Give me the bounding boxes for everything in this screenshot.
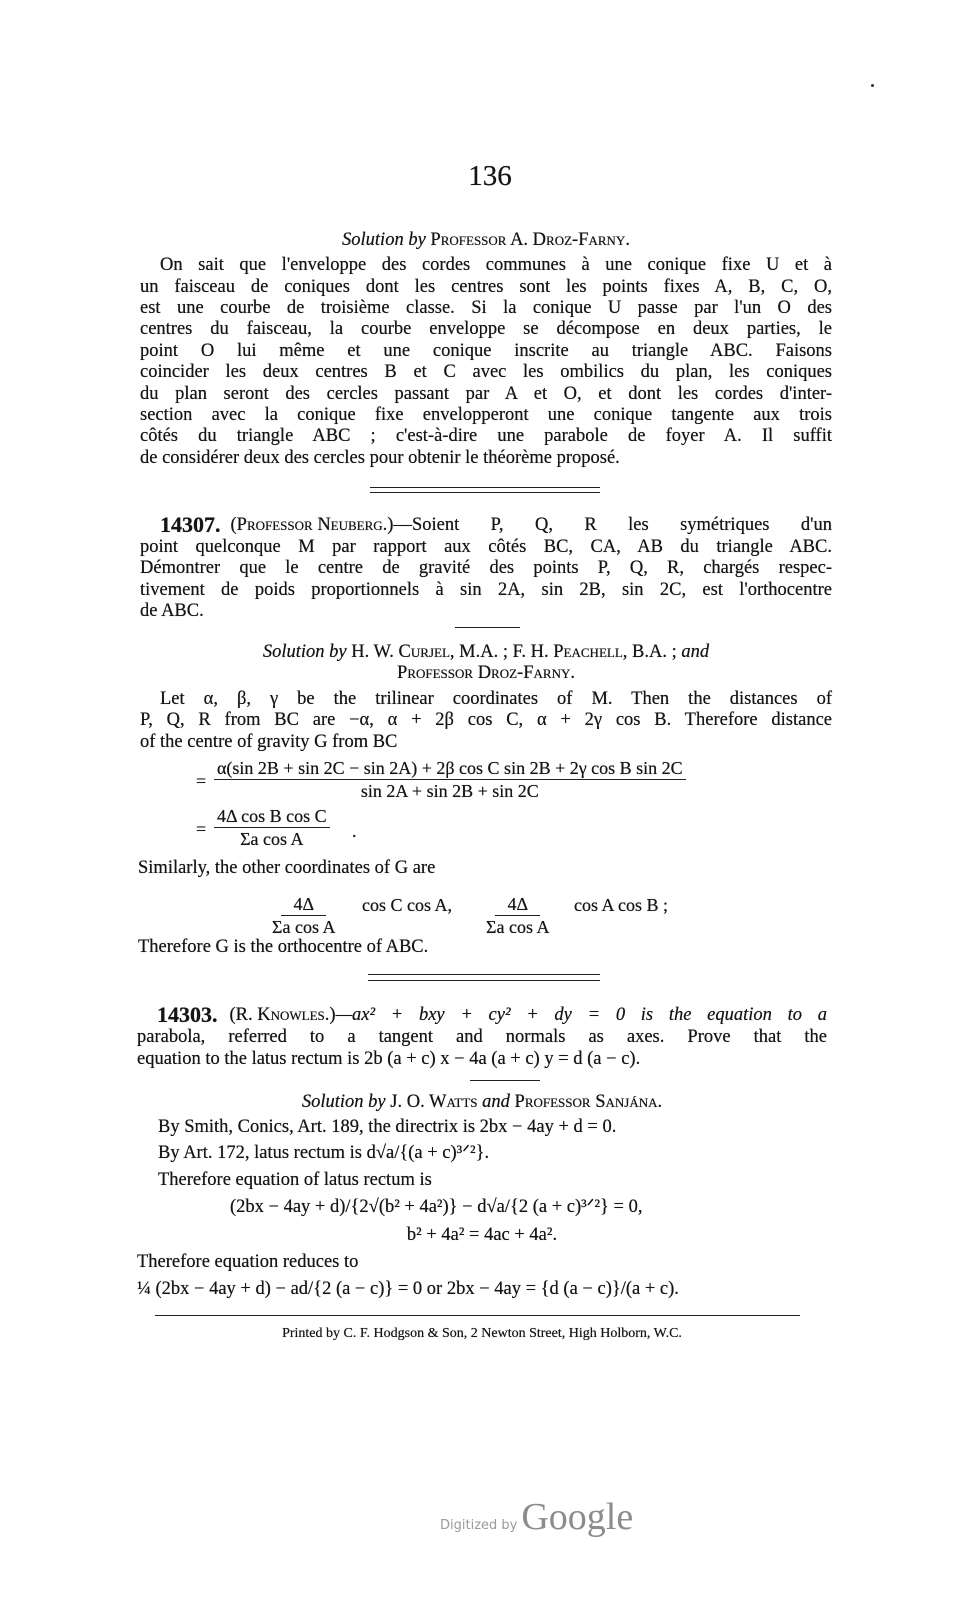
text-line: tivement de poids proportionnels à sin 2A, sin 2B, sin 2C, est l'orthocentre: [140, 580, 832, 600]
question-author: (R. Knowles.): [229, 1005, 336, 1025]
watermark-prefix: Digitized by: [440, 1518, 518, 1533]
equation: ¼ (2bx − 4ay + d) − ad/{2 (a − c)} = 0 or 2bx − 4ay = {d (a − c)}/(a + c).: [137, 1279, 679, 1299]
text-line: section avec la conique fixe envelopperont une conique tangente aux trois: [140, 405, 832, 425]
solution-heading: [137, 1091, 827, 1113]
text-line: côtés du triangle ABC ; c'est-à-dire une parabole de foyer A. Il suffit: [140, 426, 832, 446]
question-header-line: [157, 1004, 827, 1026]
section-divider: [368, 974, 600, 975]
solver-names: H. W. Curjel, M.A. ; F. H. Peachell, B.A. ;: [351, 642, 677, 662]
text-line: Similarly, the other coordinates of G are: [138, 858, 436, 878]
text-line: un faisceau de coniques dont les centres sont les points fixes A, B, C, O,: [140, 277, 832, 297]
fraction: [214, 805, 330, 850]
text-line: point O lui même et une conique inscrite au triangle ABC. Faisons: [140, 341, 832, 361]
text-line: Let α, β, γ be the trilinear coordinates of M. Then the distances of: [160, 689, 832, 709]
period: .: [352, 821, 357, 841]
text-line: Therefore G is the orthocentre of ABC.: [138, 937, 429, 957]
denominator: sin 2A + sin 2B + sin 2C: [360, 781, 539, 801]
fraction: [272, 893, 335, 938]
denominator: Σa cos A: [240, 829, 304, 849]
text-line: point quelconque M par rapport aux côtés BC, CA, AB du triangle ABC.: [140, 537, 832, 557]
question-number: 14303.: [157, 1002, 218, 1027]
equals-sign: =: [196, 819, 207, 839]
text-line: Therefore equation reduces to: [137, 1252, 359, 1272]
text-line: By Art. 172, latus rectum is d√a/{(a + c)³ᐟ²}.: [158, 1143, 490, 1163]
solver-name: Professor Sanjána.: [514, 1092, 663, 1112]
question-header-line: [160, 514, 832, 536]
numerator: α(sin 2B + sin 2C − sin 2A) + 2β cos C sin 2B + 2γ cos B sin 2C: [214, 757, 686, 780]
section-divider: [370, 492, 600, 493]
text-line: —ax² + bxy + cy² + dy = 0 is the equation to a: [335, 1005, 827, 1025]
solution-heading: [140, 641, 832, 663]
watermark: [440, 1495, 633, 1539]
denominator: Σa cos A: [486, 917, 550, 937]
page-number: 136: [468, 160, 512, 192]
solution-prefix: Solution by: [301, 1092, 386, 1112]
text-line: de considérer deux des cercles pour obtenir le théorème proposé.: [140, 448, 620, 468]
and-text: and: [482, 1092, 510, 1112]
solver-name: Professor A. Droz-Farny.: [430, 230, 630, 250]
short-rule: [470, 1080, 540, 1081]
printer-imprint: Printed by C. F. Hodgson & Son, 2 Newton Street, High Holborn, W.C.: [282, 1326, 682, 1341]
numerator: 4Δ cos B cos C: [214, 805, 330, 828]
text-line: —Soient P, Q, R les symétriques d'un: [393, 515, 832, 535]
text-line: parabola, referred to a tangent and normals as axes. Prove that the: [137, 1027, 827, 1047]
question-number: 14307.: [160, 512, 221, 537]
section-divider: [370, 487, 600, 488]
text-line: P, Q, R from BC are −α, α + 2β cos C, α + 2γ cos B. Therefore distance: [140, 710, 832, 730]
scan-speck: [871, 84, 874, 87]
section-divider: [368, 980, 600, 981]
text-line: Therefore equation of latus rectum is: [158, 1170, 432, 1190]
google-logo: Google: [521, 1496, 634, 1538]
fraction: [486, 893, 549, 938]
equation: (2bx − 4ay + d)/{2√(b² + 4a²)} − d√a/{2 (a + c)³ᐟ²} = 0,: [230, 1197, 643, 1217]
question-author: (Professor Neuberg.): [230, 515, 394, 535]
text-line: centres du faisceau, la courbe enveloppe se décompose en deux parties, le: [140, 319, 832, 339]
solution-prefix: Solution by: [342, 230, 426, 250]
text-line: est une courbe de troisième classe. Si la conique U passe par l'un O des: [140, 298, 832, 318]
short-rule: [455, 627, 520, 628]
solver-name: Professor Droz-Farny.: [397, 663, 575, 683]
and-text: and: [681, 642, 710, 662]
text-line: By Smith, Conics, Art. 189, the directrix is 2bx − 4ay + d = 0.: [158, 1117, 617, 1137]
equals-sign: =: [196, 771, 207, 791]
text-line: de ABC.: [140, 601, 204, 621]
solver-name: J. O. Watts: [390, 1092, 478, 1112]
text-line: of the centre of gravity G from BC: [140, 732, 398, 752]
text-line: equation to the latus rectum is 2b (a + c) x − 4a (a + c) y = d (a − c).: [137, 1049, 641, 1069]
footer-rule: [155, 1315, 800, 1316]
solution-prefix: Solution by: [262, 642, 347, 662]
frac-trailing: cos A cos B ;: [574, 895, 669, 915]
numerator: 4Δ: [281, 893, 326, 916]
frac-trailing: cos C cos A,: [362, 895, 452, 915]
solution-heading: [140, 229, 832, 251]
text-line: du plan seront des cercles passant par A et O, et dont les cordes d'inter-: [140, 384, 832, 404]
fraction: [214, 757, 686, 802]
text-line: On sait que l'enveloppe des cordes communes à une conique fixe U et à: [160, 255, 832, 275]
denominator: Σa cos A: [272, 917, 336, 937]
equation: b² + 4a² = 4ac + 4a².: [406, 1225, 558, 1245]
numerator: 4Δ: [495, 893, 540, 916]
text-line: Démontrer que le centre de gravité des points P, Q, R, chargés respec-: [140, 558, 832, 578]
text-line: coincider les deux centres B et C avec les ombilics du plan, les coniques: [140, 362, 832, 382]
